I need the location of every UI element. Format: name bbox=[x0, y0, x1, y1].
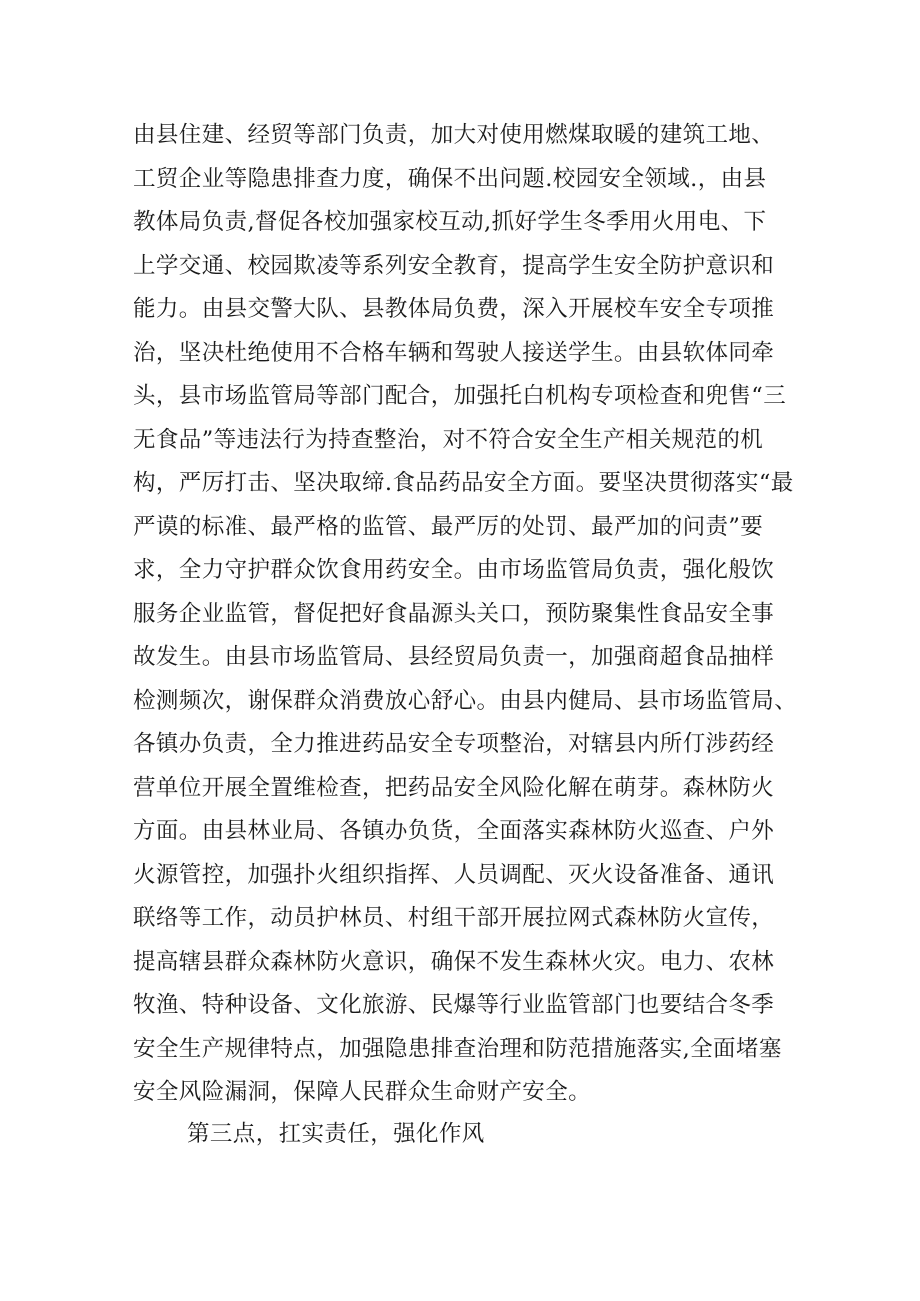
text-line: 无食品”等违法行为持查整治，对不符合安全生产相关规范的机 bbox=[133, 426, 764, 453]
text-line: 火源管控，加强扑火组织指挥、人员调配、灭火设备准备、通讯 bbox=[133, 861, 775, 888]
text-line: 提高辖县群众森林防火意识，确保不发生森林火灾。电力、农林 bbox=[133, 948, 775, 975]
text-line: 方面。由县林业局、各镇办负货，全面落实森林防火巡查、户外 bbox=[133, 818, 775, 844]
text-line: 服务企业监管，督促把好食晶源头关口，预防聚集性食品安全事 bbox=[133, 600, 775, 627]
text-line: 头，县市场监管局等部门配合，加强托白机构专项检查和兜售“三 bbox=[133, 383, 787, 409]
text-line: 营单位开展全置维检查，把药品安全风险化解在萌芽。森林防火 bbox=[133, 774, 775, 801]
text-line: 安全风险漏洞，保障人民群众生命财产安全。 bbox=[133, 1079, 592, 1105]
text-line: 构，严厉打击、坚决取缔.食品药品安全方面。要坚决贯彻落实“最 bbox=[133, 470, 794, 496]
text-line: 求，全力守护群众饮食用药安全。由市场监管局负责，强化般饮 bbox=[133, 557, 775, 583]
text-line: 工贸企业等隐患排查力度，确保不出问题.校园安全领域.，由县 bbox=[133, 165, 767, 192]
text-line: 牧渔、特种设备、文化旅游、民爆等行业监管部门也要结合冬季 bbox=[133, 992, 775, 1018]
section-heading: 第三点，扛实责任，强化作风 bbox=[187, 1121, 485, 1147]
body-paragraph bbox=[133, 114, 803, 1115]
text-line: 各镇办负责，全力推进药品安全专项整治，对辖县内所仃涉药经 bbox=[133, 731, 775, 757]
text-line: 上学交通、校园欺凌等系列安全教育，提高学生安全防护意识和 bbox=[133, 252, 775, 279]
text-line: 安全生产规律特点，加强隐患排查治理和防范措施落实,全面堵塞 bbox=[133, 1035, 782, 1062]
text-line: 联络等工作，动员护林员、村组干部开展拉网式森林防火宣传， bbox=[133, 905, 775, 931]
text-line: 故发生。由县市场监管局、县经贸局负责一，加强商超食品抽样 bbox=[133, 644, 775, 670]
text-line: 能力。由县交警大队、县教体局负费，深入开展校车安全专项推 bbox=[133, 296, 775, 322]
text-line: 治，坚决杜绝使用不合格车辆和驾驶人接送学生。由县软体同牵 bbox=[133, 339, 775, 366]
text-line: 教体局负责,督促各校加强家校互动,抓好学生冬季用火用电、下 bbox=[133, 209, 767, 235]
text-line: 严谟的标准、最严格的监管、最严厉的处罚、最严加的问责”要 bbox=[133, 513, 764, 540]
text-line: 由县住建、经贸等部门负责，加大对使用燃煤取暖的建筑工地、 bbox=[133, 122, 775, 148]
text-line: 检测频次，谢保群众消费放心舒心。由县内健局、县市场监管局、 bbox=[133, 687, 798, 714]
